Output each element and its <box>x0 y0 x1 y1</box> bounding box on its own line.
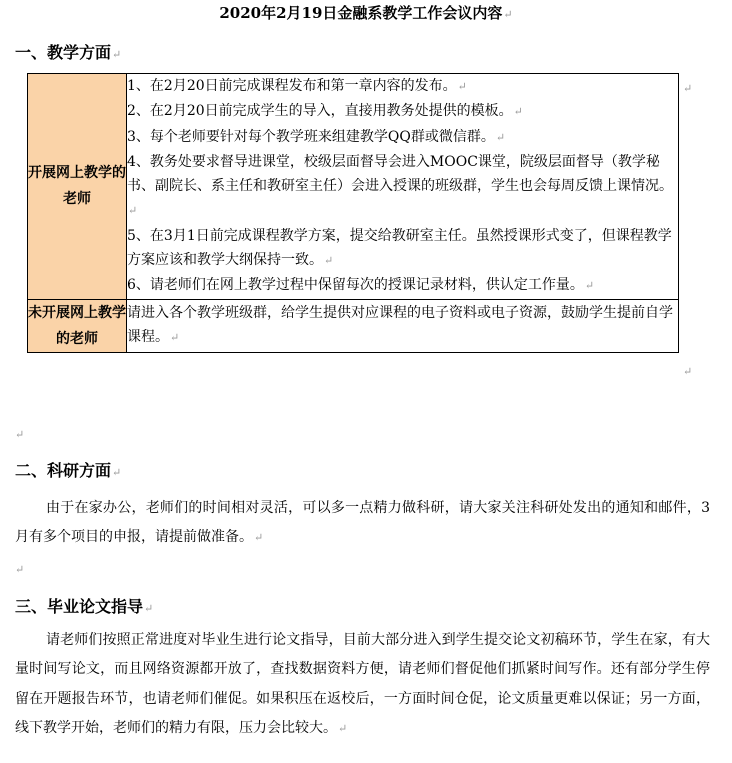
paragraph-mark-icon: ↵ <box>503 8 513 21</box>
row-content-offline <box>127 299 679 352</box>
section-heading-teaching <box>15 42 121 66</box>
list-item: 4、教务处要求督导进课堂，校级层面督导会进入MOOC课堂，院级层面督导（教学秘书、副院长、系主任和教研室主任）会进入授课的班级群，学生也会每周反馈上课情况。↵ <box>127 153 673 218</box>
page-title <box>0 3 732 25</box>
paragraph-mark-icon: ↵ <box>584 279 595 293</box>
paragraph-mark-icon: ↵ <box>144 602 154 615</box>
paragraph-mark-icon: ↵ <box>457 80 467 93</box>
list-item: 请进入各个教学班级群，给学生提供对应课程的电子资料或电子资源，鼓励学生提前自学课程。↵ <box>127 304 673 346</box>
row-end-mark-icon: ↵ <box>683 365 693 378</box>
row-label-online: 开展网上教学的老师 <box>28 74 127 300</box>
section-heading-thesis <box>15 596 153 620</box>
table-row-offline <box>28 299 679 352</box>
section-heading-text: 三、毕业论文指导 <box>15 597 144 616</box>
list-item: 5、在3月1日前完成课程教学方案，提交给教研室主任。虽然授课形式变了，但课程教学方案应该和教学大纲保持一致。↵ <box>127 227 672 269</box>
paragraph-mark-icon: ↵ <box>513 105 523 119</box>
list-item: 1、在2月20日前完成课程发布和第一章内容的发布。↵ <box>127 78 467 94</box>
paragraph-mark-icon: ↵ <box>254 531 264 545</box>
list-item: 2、在2月20日前完成学生的导入，直接用教务处提供的模板。↵ <box>127 103 523 120</box>
paragraph-mark-icon: ↵ <box>495 130 506 144</box>
paragraph-mark-icon: ↵ <box>170 331 180 345</box>
table-row-online <box>28 74 679 300</box>
thesis-paragraph-text: 请老师们按照正常进度对毕业生进行论文指导，目前大部分进入到学生提交论文初稿环节，学生在家，有大量时间写论文，而且网络资源都开放了，查找数据资料方便，请老师们督促他们抓紧时间写作。还有部分学生停留在开题报告环节，也请老师们催促。如果积压在返校后，一方面时间仓促，论文质量更难以保证；另一方面，线下教学开始，老师们的精力有限，压力会比较大。 <box>15 632 710 736</box>
page-title-text: 2020年2月19日金融系教学工作会议内容 <box>219 4 503 22</box>
section-heading-text: 一、教学方面 <box>15 43 112 62</box>
paragraph-mark-icon: ↵ <box>324 254 334 268</box>
section-heading-research <box>15 460 121 484</box>
paragraph-mark-icon: ↵ <box>15 563 25 576</box>
row-content-online <box>127 74 679 300</box>
thesis-paragraph <box>15 626 710 743</box>
research-paragraph <box>15 494 710 553</box>
list-item: 3、每个老师要针对每个教学班来组建教学QQ群或微信群。↵ <box>127 128 506 145</box>
section-heading-text: 二、科研方面 <box>15 461 112 480</box>
research-paragraph-text: 由于在家办公，老师们的时间相对灵活，可以多一点精力做科研，请大家关注科研处发出的通知和邮件，3月有多个项目的申报，请提前做准备。 <box>15 500 710 546</box>
paragraph-mark-icon: ↵ <box>15 428 25 441</box>
paragraph-mark-icon: ↵ <box>338 721 348 735</box>
paragraph-mark-icon: ↵ <box>128 204 138 218</box>
paragraph-mark-icon: ↵ <box>112 48 122 61</box>
paragraph-mark-icon: ↵ <box>112 466 122 479</box>
teaching-table <box>27 73 679 353</box>
row-label-offline: 未开展网上教学的老师 <box>28 299 127 352</box>
row-end-mark-icon: ↵ <box>683 82 693 95</box>
list-item: 6、请老师们在网上教学过程中保留每次的授课记录材料，供认定工作量。↵ <box>127 277 595 294</box>
